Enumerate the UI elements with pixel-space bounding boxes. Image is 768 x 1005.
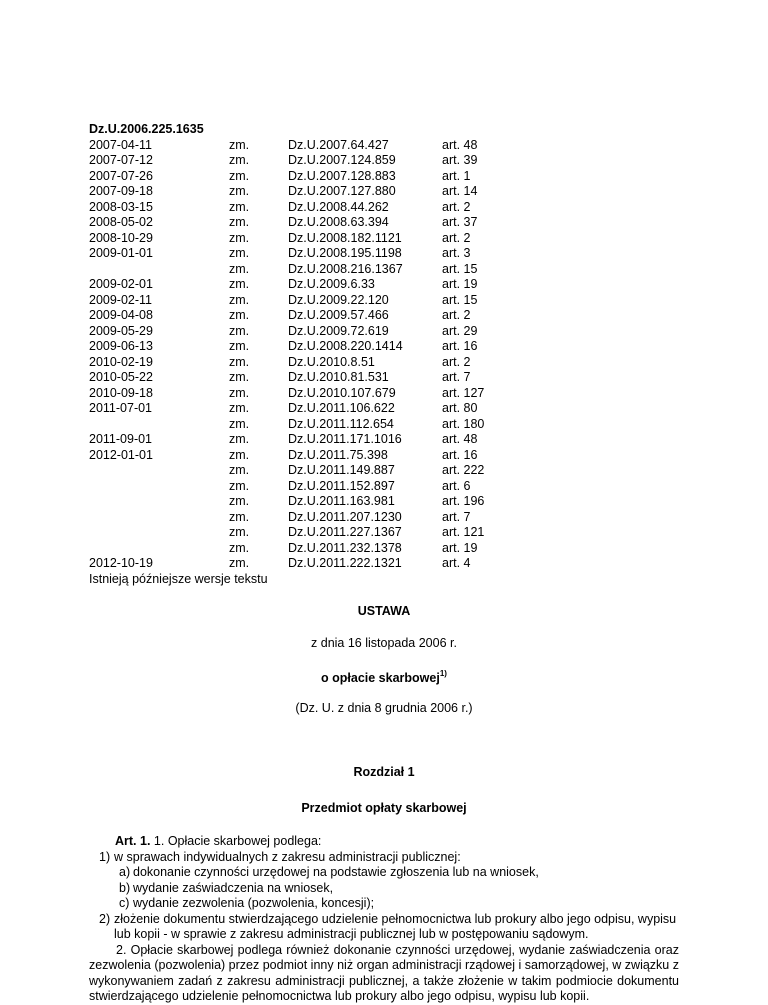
- amendment-article: art. 16: [442, 447, 478, 462]
- amendment-reference: Dz.U.2011.149.887: [288, 463, 395, 477]
- amendment-date: 2009-01-01: [89, 246, 153, 260]
- amendment-type: zm.: [229, 432, 250, 446]
- amendment-date: 2010-05-22: [89, 370, 153, 384]
- amendment-reference: Dz.U.2011.232.1378: [288, 540, 402, 555]
- amendment-reference: Dz.U.2011.75.398: [288, 447, 388, 462]
- amendment-date: [89, 417, 229, 433]
- amendment-row: [89, 386, 502, 402]
- amendment-article: art. 7: [442, 370, 471, 384]
- amendments-table: [89, 138, 502, 572]
- amendment-article: art. 127: [442, 385, 485, 400]
- amendment-row: [89, 463, 502, 479]
- amendment-row: [89, 494, 502, 510]
- list-item-text: w sprawach indywidualnych z zakresu administracji publicznej:: [114, 849, 461, 864]
- amendment-article: art. 1: [442, 168, 471, 183]
- amendment-article: art. 2: [442, 230, 471, 245]
- amendment-date: [89, 541, 229, 557]
- amendment-reference: Dz.U.2009.22.120: [288, 292, 389, 307]
- amendment-date: 2012-10-19: [89, 556, 153, 570]
- sub-list-text: wydanie zezwolenia (pozwolenia, koncesji);: [133, 896, 375, 910]
- amendment-date: [89, 463, 229, 479]
- amendment-date: 2011-09-01: [89, 432, 153, 446]
- amendment-type: zm.: [229, 416, 250, 431]
- amendment-date: [89, 525, 229, 541]
- amendment-row: [89, 246, 502, 262]
- amendment-date: 2007-07-12: [89, 153, 153, 167]
- amendment-type: zm.: [229, 261, 250, 276]
- amendment-type: zm.: [229, 215, 250, 229]
- sub-list-letter: b): [119, 880, 131, 895]
- amendment-type: zm.: [229, 230, 250, 245]
- amendment-reference: Dz.U.2007.128.883: [288, 168, 396, 183]
- amendment-row: [89, 138, 502, 154]
- amendment-type: zm.: [229, 463, 250, 477]
- article-intro-text: 1. Opłacie skarbowej podlega:: [153, 834, 322, 848]
- amendment-row: [89, 339, 502, 355]
- amendment-date: 2009-06-13: [89, 339, 153, 353]
- sub-list-item: [89, 896, 679, 912]
- amendment-row: [89, 324, 502, 340]
- amendment-article: art. 48: [442, 432, 478, 446]
- amendment-type: zm.: [229, 509, 250, 524]
- amendment-date: 2009-05-29: [89, 323, 153, 338]
- amendment-row: [89, 169, 502, 185]
- amendment-date: 2011-07-01: [89, 401, 153, 415]
- list-item: [89, 850, 679, 866]
- amendment-reference: Dz.U.2011.171.1016: [288, 432, 402, 446]
- amendment-article: art. 37: [442, 215, 478, 229]
- amendment-type: zm.: [229, 246, 250, 260]
- amendment-type: zm.: [229, 494, 250, 508]
- amendment-article: art. 2: [442, 308, 471, 322]
- amendment-reference: Dz.U.2008.195.1198: [288, 246, 402, 260]
- amendment-date: 2008-10-29: [89, 230, 153, 245]
- amendment-article: art. 7: [442, 509, 471, 524]
- amendment-date: [89, 262, 229, 278]
- amendment-date: 2009-02-11: [89, 292, 153, 307]
- article-1-intro: [89, 834, 679, 850]
- amendment-reference: Dz.U.2008.216.1367: [288, 261, 403, 276]
- amendment-type: zm.: [229, 447, 250, 462]
- amendment-type: zm.: [229, 370, 250, 384]
- amendment-row: [89, 277, 502, 293]
- amendment-row: [89, 231, 502, 247]
- amendment-row: [89, 308, 502, 324]
- article-1: [89, 834, 679, 1005]
- amendment-date: 2010-09-18: [89, 385, 153, 400]
- amendment-date: 2009-04-08: [89, 308, 153, 322]
- amendment-reference: Dz.U.2011.106.622: [288, 401, 395, 415]
- amendment-reference: Dz.U.2007.127.880: [288, 184, 396, 198]
- amendment-reference: Dz.U.2011.112.654: [288, 416, 394, 431]
- amendment-reference: Dz.U.2009.6.33: [288, 277, 375, 291]
- amendment-article: art. 2: [442, 354, 471, 369]
- amendment-article: art. 16: [442, 339, 478, 353]
- amendment-article: art. 29: [442, 323, 478, 338]
- amendment-date: [89, 510, 229, 526]
- amendment-article: art. 6: [442, 478, 471, 493]
- amendment-type: zm.: [229, 168, 250, 183]
- sub-list-text: dokonanie czynności urzędowej na podstawie zgłoszenia lub na wniosek,: [133, 865, 539, 879]
- amendment-row: [89, 153, 502, 169]
- amendment-article: art. 222: [442, 463, 485, 477]
- amendment-type: zm.: [229, 277, 250, 291]
- amendment-date: 2008-03-15: [89, 199, 153, 214]
- amendment-type: zm.: [229, 540, 250, 555]
- list-item: [89, 912, 679, 928]
- article-label: Art. 1.: [115, 834, 151, 848]
- amendment-type: zm.: [229, 401, 250, 415]
- list-number: 2): [99, 911, 111, 926]
- sub-list-item: [89, 865, 679, 881]
- list-item-text: złożenie dokumentu stwierdzającego udzielenie pełnomocnictwa lub prokury albo jego odpisu, wypisu: [114, 911, 677, 926]
- amendment-reference: Dz.U.2009.57.466: [288, 308, 389, 322]
- amendment-row: [89, 215, 502, 231]
- amendment-reference: Dz.U.2011.222.1321: [288, 556, 402, 570]
- sub-list-item: [89, 881, 679, 897]
- amendment-date: [89, 479, 229, 495]
- amendment-row: [89, 184, 502, 200]
- amendment-type: zm.: [229, 385, 250, 400]
- amendment-article: art. 14: [442, 184, 478, 198]
- sub-list-letter: a): [119, 865, 131, 879]
- amendment-date: 2007-07-26: [89, 168, 153, 183]
- amendment-reference: Dz.U.2010.81.531: [288, 370, 389, 384]
- amendment-date: 2012-01-01: [89, 447, 153, 462]
- amendment-date: 2007-09-18: [89, 184, 153, 198]
- act-subject: [89, 669, 679, 685]
- amendment-article: art. 121: [442, 525, 485, 539]
- act-subject-text: o opłacie skarbowej: [321, 671, 440, 685]
- amendment-row: [89, 262, 502, 278]
- amendment-article: art. 15: [442, 261, 478, 276]
- amendment-row: [89, 510, 502, 526]
- amendment-date: 2007-04-11: [89, 137, 153, 152]
- amendment-reference: Dz.U.2008.63.394: [288, 215, 389, 229]
- amendment-reference: Dz.U.2008.182.1121: [288, 230, 402, 245]
- sub-list-letter: c): [119, 896, 130, 910]
- amendment-reference: Dz.U.2008.44.262: [288, 199, 389, 214]
- amendment-article: art. 180: [442, 416, 485, 431]
- amendment-type: zm.: [229, 556, 250, 570]
- sub-list-text: wydanie zaświadczenia na wniosek,: [133, 880, 334, 895]
- amendment-type: zm.: [229, 323, 250, 338]
- amendment-row: [89, 401, 502, 417]
- amendment-type: zm.: [229, 292, 250, 307]
- amendment-reference: Dz.U.2011.227.1367: [288, 525, 402, 539]
- chapter-title: Przedmiot opłaty skarbowej: [301, 801, 467, 815]
- amendment-article: art. 3: [442, 246, 471, 260]
- amendment-row: [89, 556, 502, 572]
- amendment-article: art. 48: [442, 137, 478, 152]
- list-number: 1): [99, 849, 111, 864]
- amendment-row: [89, 417, 502, 433]
- amendment-article: art. 39: [442, 153, 478, 167]
- amendment-reference: Dz.U.2007.64.427: [288, 137, 389, 152]
- amendment-row: [89, 541, 502, 557]
- amendment-article: art. 80: [442, 401, 478, 415]
- amendment-article: art. 19: [442, 540, 478, 555]
- publication-info: (Dz. U. z dnia 8 grudnia 2006 r.): [295, 701, 473, 715]
- amendment-article: art. 4: [442, 556, 471, 570]
- amendment-date: [89, 494, 229, 510]
- amendment-row: [89, 525, 502, 541]
- chapter-number: Rozdział 1: [353, 765, 415, 779]
- amendment-reference: Dz.U.2011.152.897: [288, 478, 395, 493]
- footnote-marker[interactable]: 1): [439, 669, 447, 678]
- amendment-type: zm.: [229, 354, 250, 369]
- amendment-type: zm.: [229, 153, 250, 167]
- amendment-reference: Dz.U.2009.72.619: [288, 323, 389, 338]
- amendment-article: art. 196: [442, 494, 485, 508]
- amendment-row: [89, 370, 502, 386]
- amendment-row: [89, 355, 502, 371]
- amendment-type: zm.: [229, 184, 250, 198]
- amendment-type: zm.: [229, 525, 250, 539]
- list-item-continuation: lub kopii - w sprawie z zakresu administracji publicznej lub w postępowaniu sądowym.: [114, 927, 589, 941]
- act-date: z dnia 16 listopada 2006 r.: [311, 636, 457, 650]
- amendment-row: [89, 432, 502, 448]
- amendment-reference: Dz.U.2008.220.1414: [288, 339, 403, 353]
- amendment-row: [89, 293, 502, 309]
- amendment-date: 2009-02-01: [89, 277, 153, 291]
- amendment-reference: Dz.U.2011.207.1230: [288, 509, 402, 524]
- amendment-type: zm.: [229, 199, 250, 214]
- amendment-type: zm.: [229, 478, 250, 493]
- amendment-type: zm.: [229, 308, 250, 322]
- amendment-date: 2010-02-19: [89, 354, 153, 369]
- amendment-type: zm.: [229, 137, 250, 152]
- amendment-article: art. 19: [442, 277, 478, 291]
- amendment-reference: Dz.U.2011.163.981: [288, 494, 395, 508]
- amendment-reference: Dz.U.2010.8.51: [288, 354, 375, 369]
- document: [89, 122, 689, 1005]
- amendment-row: [89, 479, 502, 495]
- amendment-reference: Dz.U.2010.107.679: [288, 385, 396, 400]
- amendment-reference: Dz.U.2007.124.859: [288, 153, 396, 167]
- amendment-row: [89, 448, 502, 464]
- article-1-paragraph-2: 2. Opłacie skarbowej podlega również dokonanie czynności urzędowej, wydanie zaświadczenia oraz zezwolenia (pozwolenia) przez podmiot inny niż organ administracji rządowej i samorządowej, w związku z wykonywaniem zadań z zakresu administracji publicznej, a także złożenie w takim podmiocie dokumentu stwierdzającego udzielenie pełnomocnictwa lub prokury albo jego odpisu, wypisu lub kopii.: [89, 942, 679, 1003]
- amendment-article: art. 2: [442, 199, 471, 214]
- amendment-article: art. 15: [442, 292, 478, 307]
- later-versions-note: Istnieją późniejsze wersje tekstu: [89, 571, 268, 586]
- amendment-row: [89, 200, 502, 216]
- amendment-type: zm.: [229, 339, 250, 353]
- act-title: USTAWA: [357, 604, 411, 618]
- amendment-date: 2008-05-02: [89, 215, 153, 229]
- journal-reference: Dz.U.2006.225.1635: [89, 122, 204, 136]
